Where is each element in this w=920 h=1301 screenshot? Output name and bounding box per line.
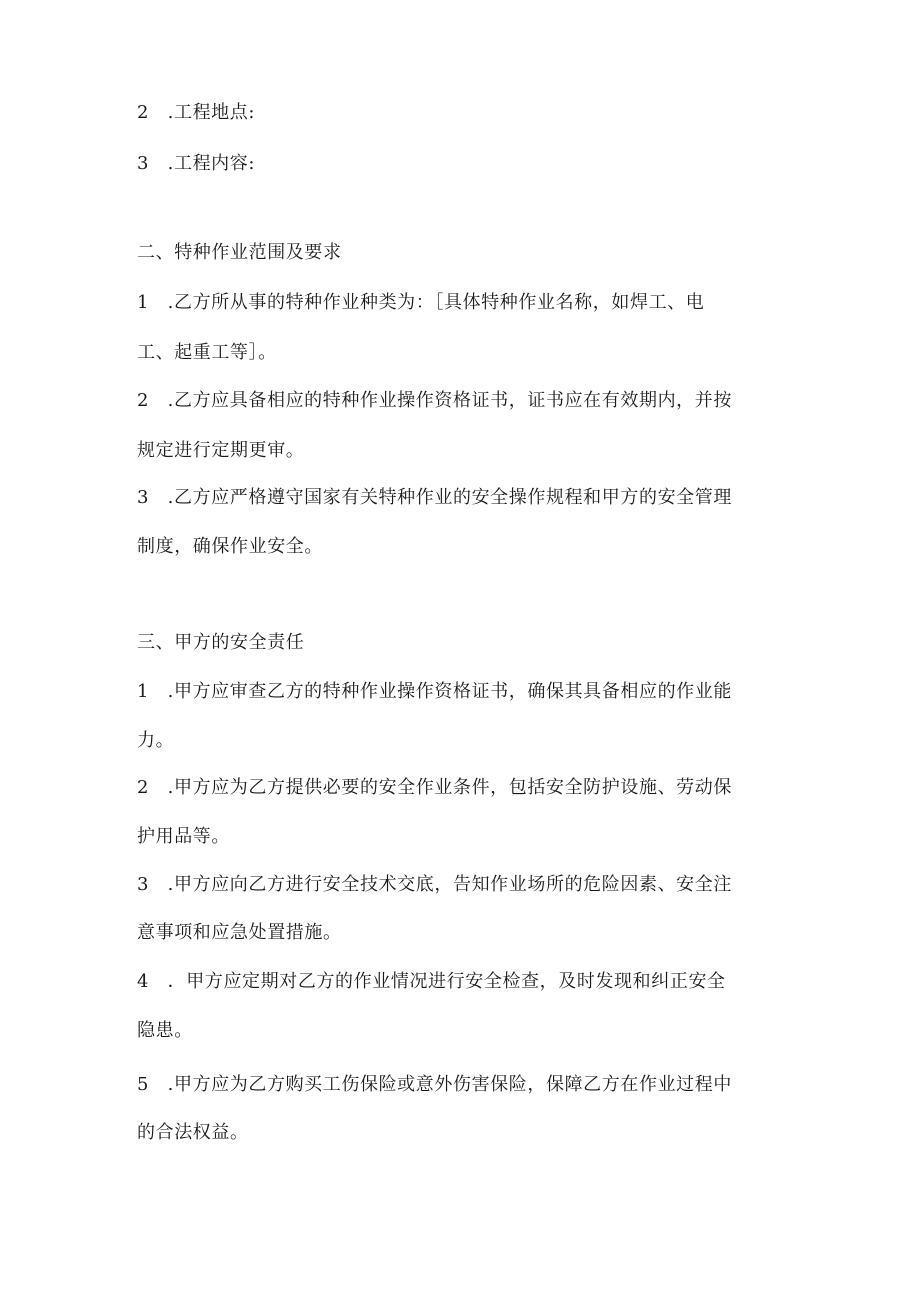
paragraph-line: 工、起重工等］。	[137, 342, 277, 363]
paragraph-line: 2 .甲方应为乙方提供必要的安全作业条件，包括安全防护设施、劳动保	[137, 777, 732, 798]
item-project-content: 3 .工程内容:	[137, 153, 256, 174]
paragraph-line: 1 .甲方应审查乙方的特种作业操作资格证书，确保其具备相应的作业能	[137, 681, 732, 702]
paragraph-line: 的合法权益。	[137, 1122, 249, 1143]
paragraph-line: 隐患。	[137, 1020, 193, 1041]
section-heading-2: 二、特种作业范围及要求	[137, 242, 342, 263]
paragraph-line: 力。	[137, 730, 175, 751]
paragraph-line: 规定进行定期更审。	[137, 440, 305, 461]
paragraph-line: 意事项和应急处置措施。	[137, 922, 342, 943]
paragraph-line: 护用品等。	[137, 826, 230, 847]
paragraph-line: 5 .甲方应为乙方购买工伤保险或意外伤害保险，保障乙方在作业过程中	[137, 1074, 732, 1095]
paragraph-line: 3 .乙方应严格遵守国家有关特种作业的安全操作规程和甲方的安全管理	[137, 487, 732, 508]
paragraph-line: 2 .乙方应具备相应的特种作业操作资格证书，证书应在有效期内，并按	[137, 390, 732, 411]
paragraph-line: 4 ．甲方应定期对乙方的作业情况进行安全检查，及时发现和纠正安全	[137, 971, 726, 992]
paragraph-line: 制度，确保作业安全。	[137, 536, 323, 557]
paragraph-line: 1 .乙方所从事的特种作业种类为：［具体特种作业名称，如焊工、电	[137, 292, 705, 313]
section-heading-3: 三、甲方的安全责任	[137, 632, 305, 653]
paragraph-line: 3 .甲方应向乙方进行安全技术交底，告知作业场所的危险因素、安全注	[137, 874, 732, 895]
item-project-location: 2 .工程地点:	[137, 102, 256, 123]
